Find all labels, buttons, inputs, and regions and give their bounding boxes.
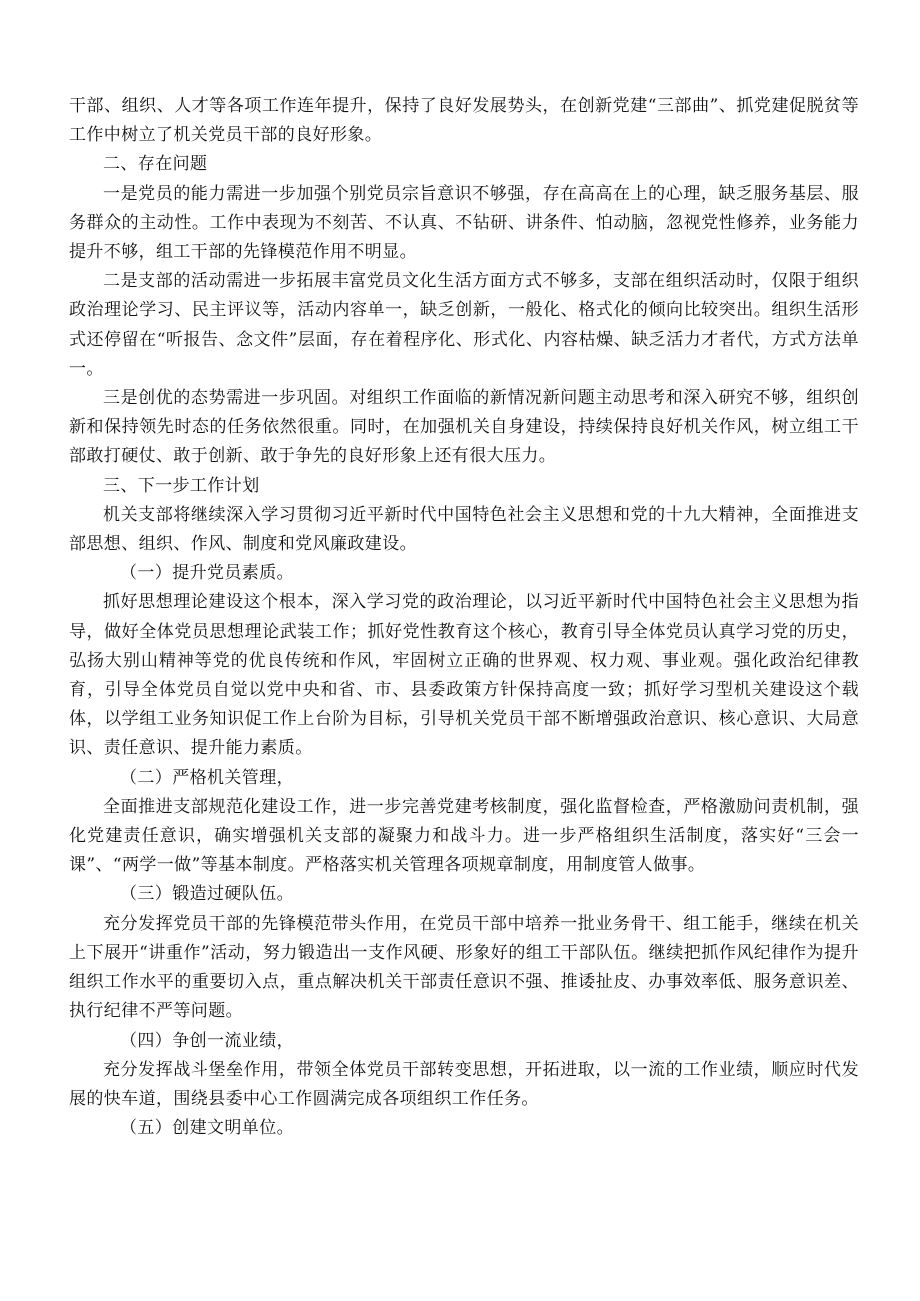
subheading-1: （一）提升党员素质。 [120, 563, 294, 584]
paragraph-problem-3: 三是创优的态势需进一步巩固。对组织工作面临的新情况新问题主动思考和深入研究不够，组织创新和保持领先时态的任务依然很重。同时，在加强机关自身建设，持续保持良好机关作风，树立组工干部敢打硬仗、敢于创新、敢于争先的良好形象上还有很大压力。 [69, 388, 859, 467]
subheading-4: （四）争创一流业绩， [120, 1030, 294, 1051]
subheading-5: （五）创建文明单位。 [120, 1118, 294, 1139]
paragraph-sub-4: 充分发挥战斗堡垒作用，带领全体党员干部转变思想，开拓进取，以一流的工作业绩，顺应时代发展的快车道，围绕县委中心工作圆满完成各项组织工作任务。 [69, 1059, 859, 1109]
paragraph-problem-1: 一是党员的能力需进一步加强个别党员宗旨意识不够强，存在高高在上的心理，缺乏服务基层、服务群众的主动性。工作中表现为不刻苦、不认真、不钻研、讲条件、怕动脑，忽视党性修养，业务能力提升不够，组工干部的先锋模范作用不明显。 [69, 183, 859, 263]
section-heading-plan: 三、下一步工作计划 [103, 475, 260, 496]
section-heading-problems: 二、存在问题 [103, 154, 208, 175]
document-body [69, 92, 859, 1143]
paragraph-sub-3: 充分发挥党员干部的先锋模范带头作用，在党员干部中培养一批业务骨干、组工能手，继续在机关上下展开“讲重作”活动，努力锻造出一支作风硬、形象好的组工干部队伍。继续把抓作风纪律作为提升组织工作水平的重要切入点，重点解决机关干部责任意识不强、推诿扯皮、办事效率低、服务意识差、执行纪律不严等问题。 [69, 913, 859, 1022]
subheading-3: （三）锻造过硬队伍。 [120, 884, 294, 905]
paragraph-sub-1: 抓好思想理论建设这个根本，深入学习党的政治理论，以习近平新时代中国特色社会主义思想为指导，做好全体党员思想理论武装工作；抓好党性教育这个核心，教育引导全体党员认真学习党的历史，弘扬大别山精神等党的优良传统和作风，牢固树立正确的世界观、权力观、事业观。强化政治纪律教育，引导全体党员自觉以党中央和省、市、县委政策方针保持高度一致；抓好学习型机关建设这个载体，以学组工业务知识促工作上台阶为目标，引导机关党员干部不断增强政治意识、核心意识、大局意识、责任意识、提升能力素质。 [69, 592, 859, 759]
paragraph-continuation: 干部、组织、人才等各项工作连年提升，保持了良好发展势头，在创新党建“三部曲”、抓党建促脱贫等工作中树立了机关党员干部的良好形象。 [69, 96, 859, 146]
paragraph-sub-2: 全面推进支部规范化建设工作，进一步完善党建考核制度，强化监督检查，严格激励问责机制，强化党建责任意识，确实增强机关支部的凝聚力和战斗力。进一步严格组织生活制度，落实好“三会一课”、“两学一做”等基本制度。严格落实机关管理各项规章制度，用制度管人做事。 [69, 796, 859, 876]
paragraph-plan-intro: 机关支部将继续深入学习贯彻习近平新时代中国特色社会主义思想和党的十九大精神，全面推进支部思想、组织、作风、制度和党风廉政建设。 [69, 504, 859, 555]
paragraph-problem-2: 二是支部的活动需进一步拓展丰富党员文化生活方面方式不够多，支部在组织活动时，仅限于组织政治理论学习、民主评议等，活动内容单一，缺乏创新，一般化、格式化的倾向比较突出。组织生活形式还停留在“听报告、念文件”层面，存在着程序化、形式化、内容枯燥、缺乏活力才者代，方式方法单一。 [69, 271, 859, 379]
subheading-2: （二）严格机关管理， [120, 767, 294, 788]
